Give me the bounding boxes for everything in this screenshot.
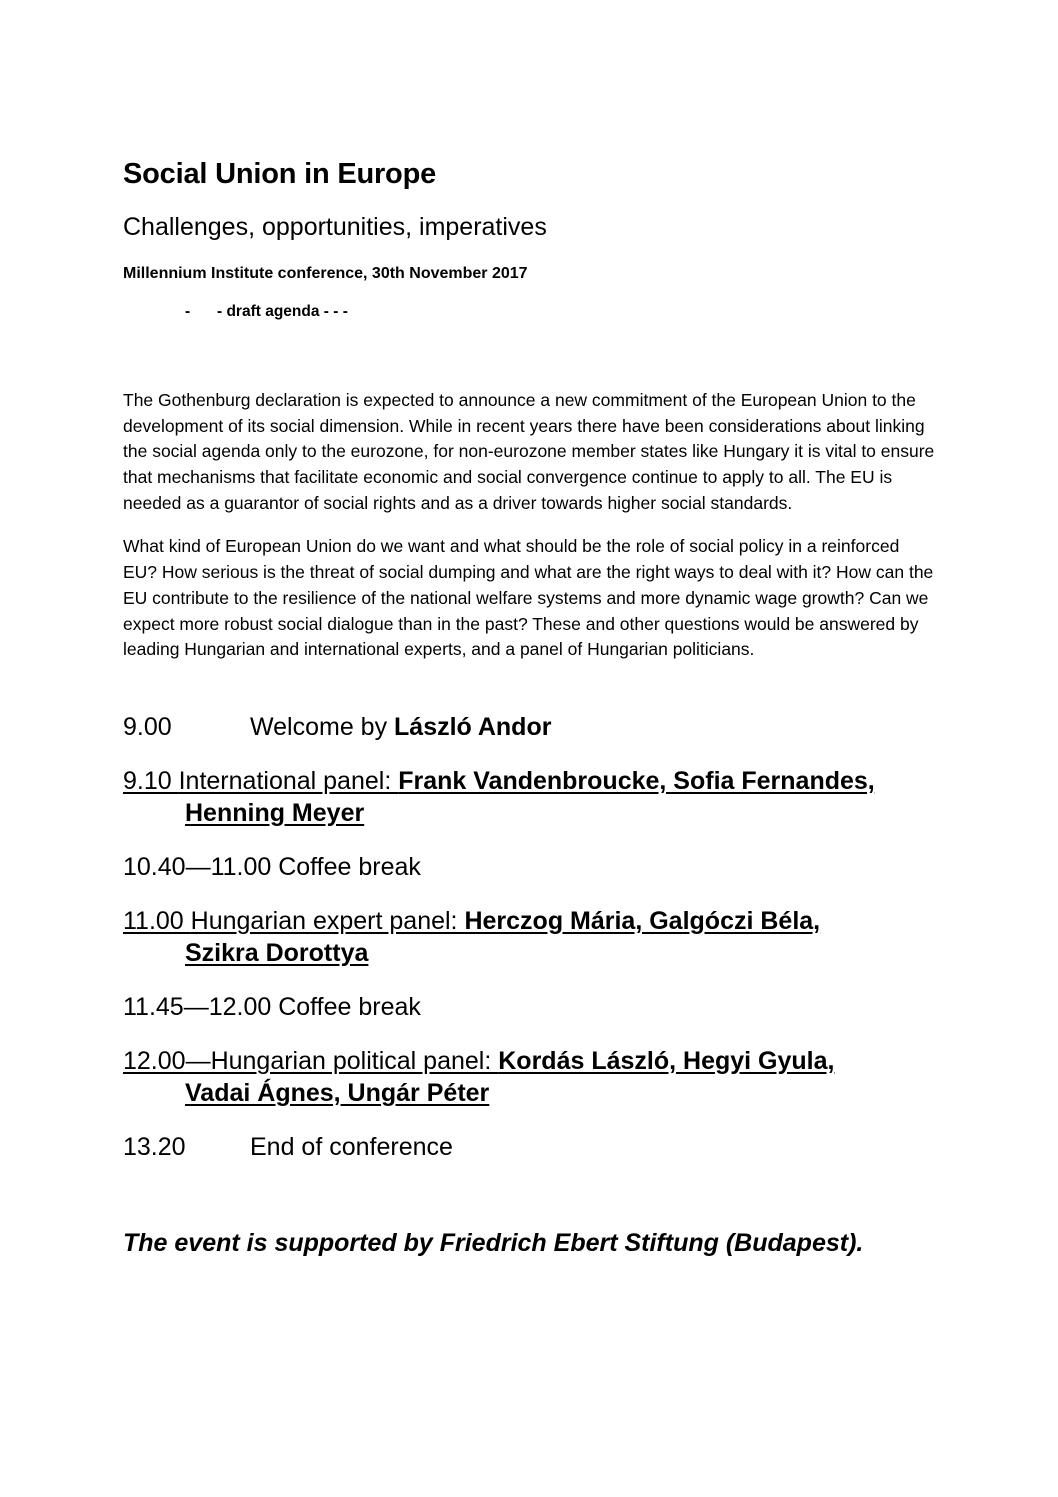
agenda-item-hungarian-expert-panel (123, 905, 935, 969)
agenda-time: 10.40 (123, 853, 186, 882)
agenda-label: —12.00 Coffee break (183, 993, 421, 1022)
sponsor-note: The event is supported by Friedrich Ebert Stiftung (Budapest). (123, 1229, 864, 1258)
agenda-names-line2: Vadai Ágnes, Ungár Péter (185, 1079, 490, 1108)
agenda-time: 9.00 (123, 713, 172, 742)
intro-paragraph-1: The Gothenburg declaration is expected to announce a new commitment of the European Union to the development of its social dimension. While in recent years there have been considerations about linking the social agenda only to the eurozone, for non-eurozone member states like Hungary it is vital to ensure that mechanisms that facilitate economic and social convergence continue to apply to all. The EU is needed as a guarantor of social rights and as a driver towards higher social standards. (123, 389, 935, 513)
agenda-label: Hungarian expert panel: (190, 907, 465, 936)
agenda-names: László Andor (394, 713, 552, 742)
agenda-label: End of conference (250, 1133, 453, 1162)
agenda-names-line2: Henning Meyer (185, 799, 365, 828)
agenda-names: Kordás László, Hegyi Gyula, (498, 1047, 835, 1076)
agenda-item-international-panel (123, 765, 935, 829)
agenda-label: International panel: (178, 767, 399, 796)
agenda-item-coffee-break-1 (123, 851, 935, 883)
agenda-label: Welcome by (250, 713, 395, 742)
agenda-item-hungarian-political-panel (123, 1045, 935, 1109)
agenda-item-welcome (123, 711, 935, 743)
agenda-names: Herczog Mária, Galgóczi Béla, (464, 907, 821, 936)
agenda-item-end-of-conference (123, 1131, 935, 1163)
draft-agenda-line (123, 303, 935, 322)
intro-paragraph-2: What kind of European Union do we want and what should be the role of social policy in a reinforced EU? How serious is the threat of social dumping and what are the right ways to deal with it? How can the EU contribute to the resilience of the national welfare systems and more dynamic wage growth? Can we expect more robust social dialogue than in the past? These and other questions would be answered by leading Hungarian and international experts, and a panel of Hungarian politicians. (123, 536, 934, 660)
agenda-time: 11.45 (123, 993, 184, 1022)
agenda-time: 12.00 (123, 1047, 186, 1076)
agenda-label: —11.00 Coffee break (185, 853, 421, 882)
page-title: Social Union in Europe (123, 158, 437, 190)
agenda-item-coffee-break-2 (123, 991, 935, 1023)
document-body (123, 158, 935, 1285)
intro-section (123, 388, 935, 663)
draft-dash: - (185, 303, 191, 321)
agenda-names: Frank Vandenbroucke, Sofia Fernandes, (398, 767, 875, 796)
conference-line: Millennium Institute conference, 30th November 2017 (123, 265, 528, 283)
agenda-time: 9.10 (123, 767, 179, 796)
draft-label: - draft agenda - - - (217, 303, 348, 321)
agenda-time: 11.00 (123, 907, 191, 936)
agenda-list (123, 711, 935, 1163)
agenda-time: 13.20 (123, 1133, 186, 1162)
agenda-label: —Hungarian political panel: (185, 1047, 499, 1076)
agenda-names-line2: Szikra Dorottya (185, 939, 369, 968)
page-subtitle: Challenges, opportunities, imperatives (123, 213, 547, 242)
